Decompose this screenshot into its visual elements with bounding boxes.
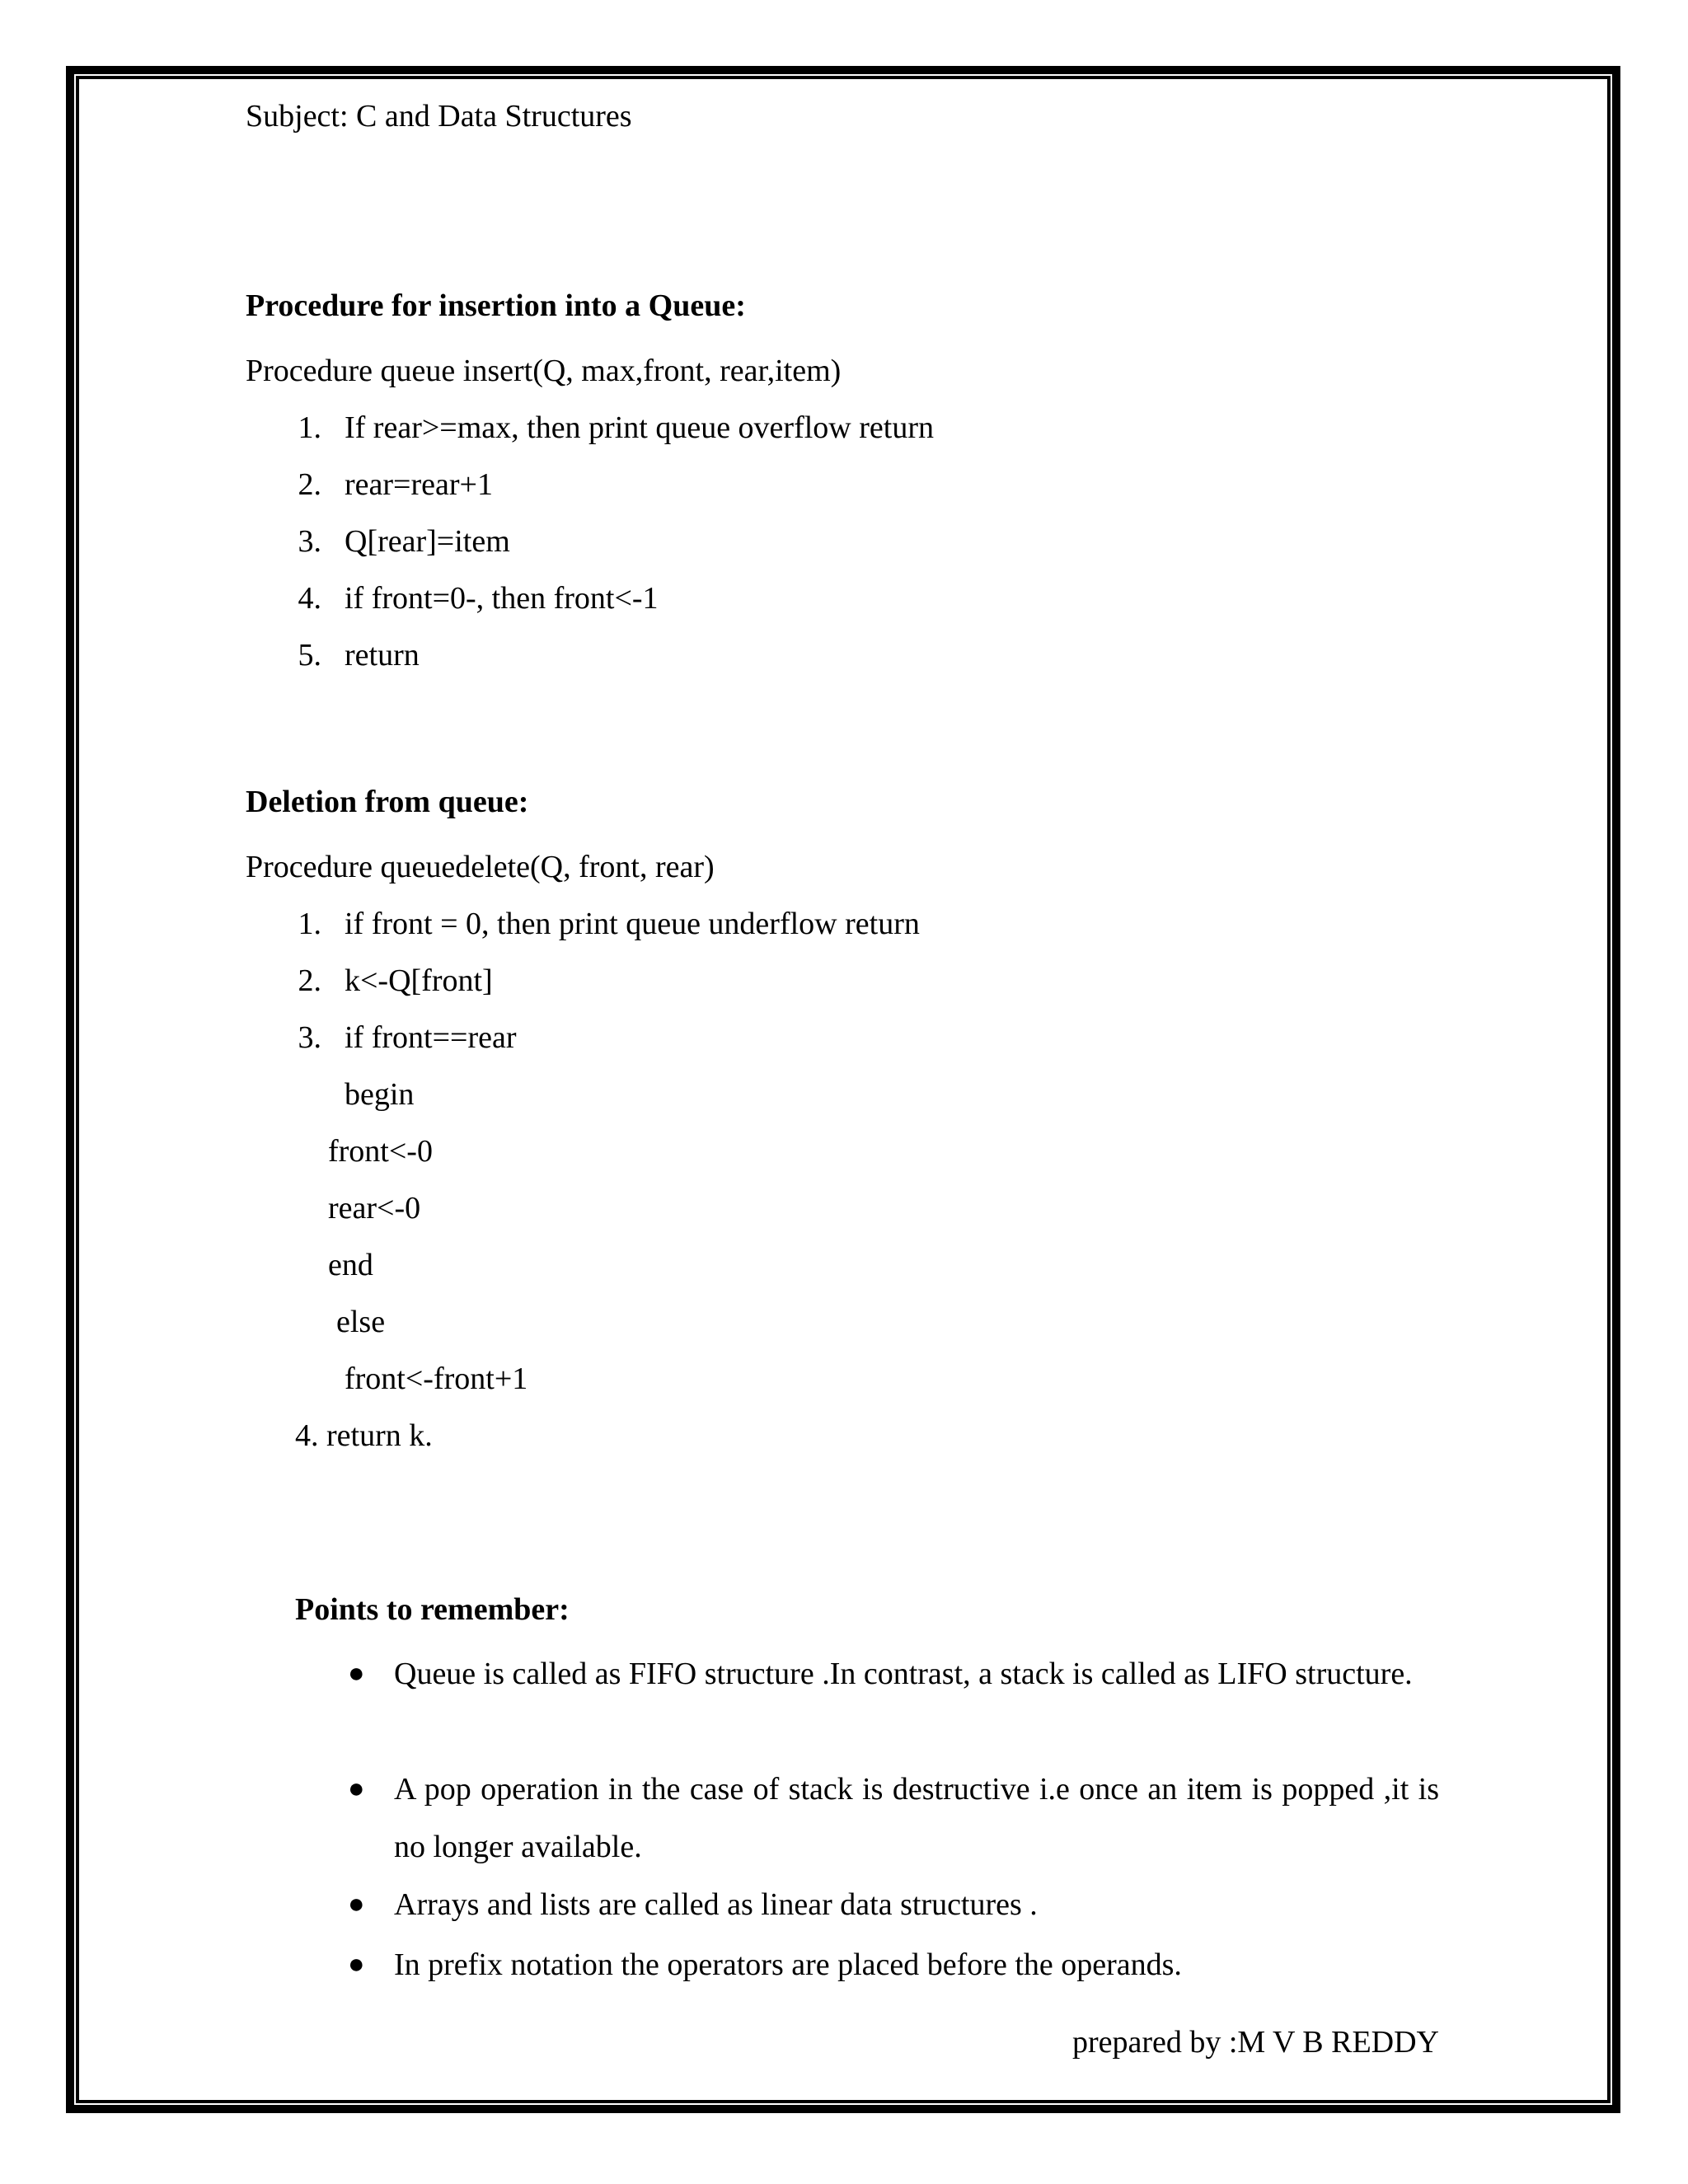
insertion-step-number: 1. <box>298 410 321 445</box>
insertion-step-number: 5. <box>298 638 321 673</box>
insertion-step-text: If rear>=max, then print queue overflow return <box>345 410 934 445</box>
deletion-final-step: 4. return k. <box>295 1418 433 1453</box>
deletion-step-text: k<-Q[front] <box>345 963 493 998</box>
insertion-step-number: 4. <box>298 581 321 616</box>
insertion-step-number: 3. <box>298 524 321 559</box>
insertion-heading: Procedure for insertion into a Queue: <box>246 288 746 323</box>
deletion-heading: Deletion from queue: <box>246 785 529 819</box>
bullet-icon: ● <box>348 1774 365 1804</box>
bullet-icon: ● <box>348 1658 365 1689</box>
point-text: Arrays and lists are called as linear data structures . <box>394 1887 1038 1922</box>
deletion-step-text: if front==rear <box>345 1020 517 1055</box>
insertion-step-number: 2. <box>298 467 321 502</box>
prepared-by-credit: prepared by :M V B REDDY <box>1071 2025 1439 2060</box>
deletion-signature: Procedure queuedelete(Q, front, rear) <box>246 850 715 884</box>
insertion-step-text: rear=rear+1 <box>345 467 493 502</box>
subject-line: Subject: C and Data Structures <box>246 99 632 134</box>
insertion-step-text: Q[rear]=item <box>345 524 510 559</box>
code-line: front<-front+1 <box>345 1361 528 1396</box>
insertion-step-text: return <box>345 638 420 673</box>
point-text: A pop operation in the case of stack is destructive i.e once an item is popped ,it is no longer available. <box>394 1772 1439 1864</box>
code-line: end <box>328 1248 373 1282</box>
code-line: rear<-0 <box>328 1191 421 1226</box>
code-line: front<-0 <box>328 1134 433 1169</box>
insertion-signature: Procedure queue insert(Q, max,front, rear,item) <box>246 354 842 388</box>
point-text: Queue is called as FIFO structure .In contrast, a stack is called as LIFO structure. <box>394 1657 1413 1691</box>
code-line: begin <box>345 1077 415 1112</box>
point-text: In prefix notation the operators are placed before the operands. <box>394 1947 1182 1982</box>
insertion-step-text: if front=0-, then front<-1 <box>345 581 659 616</box>
code-line: else <box>336 1305 386 1339</box>
bullet-icon: ● <box>348 1949 365 1980</box>
bullet-icon: ● <box>348 1889 365 1919</box>
deletion-step-number: 3. <box>298 1020 321 1055</box>
deletion-step-number: 2. <box>298 963 321 998</box>
deletion-step-number: 1. <box>298 907 321 941</box>
deletion-step-text: if front = 0, then print queue underflow return <box>345 907 920 941</box>
points-heading: Points to remember: <box>295 1592 570 1627</box>
